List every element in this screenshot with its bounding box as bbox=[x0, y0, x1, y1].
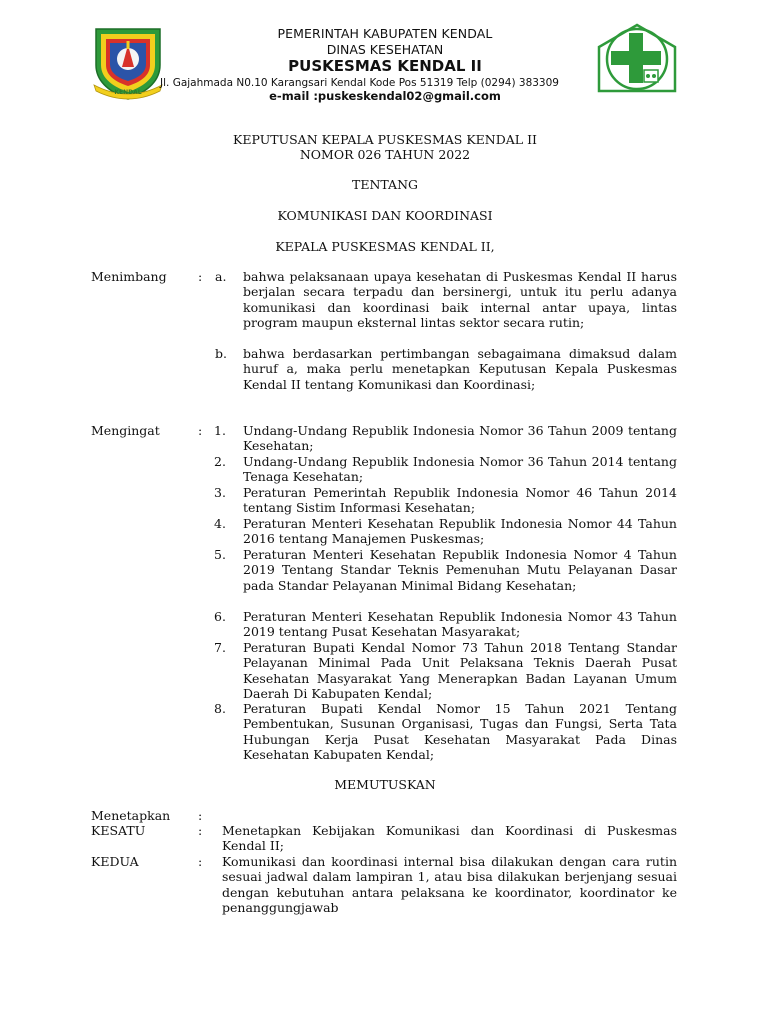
mengingat-item-2: Undang-Undang Republik Indonesia Nomor 36 Tahun 2014 tentang Tenaga Kesehatan; bbox=[243, 454, 677, 485]
mengingat-marker-5: 5. bbox=[214, 547, 226, 562]
about-heading: TENTANG bbox=[351, 177, 418, 192]
header-address: Jl. Gajahmada N0.10 Karangsari Kendal Kode Pos 51319 Telp (0294) 383309 bbox=[160, 77, 559, 89]
header-government: PEMERINTAH KABUPATEN KENDAL bbox=[277, 26, 493, 41]
mengingat-item-8: Peraturan Bupati Kendal Nomor 15 Tahun 2021 Tentang Pembentukan, Susunan Organisasi, Tugas dan Fungsi, Serta Tata Hubungan Kerja Pusat Kesehatan Masyarakat Pada Dinas Kesehatan Kabupaten Kendal; bbox=[243, 701, 677, 763]
mengingat-label: Mengingat bbox=[91, 423, 160, 438]
decree-subject: KOMUNIKASI DAN KOORDINASI bbox=[277, 208, 493, 223]
menetapkan-colon: : bbox=[198, 808, 203, 823]
kedua-colon: : bbox=[198, 854, 203, 869]
header-email: e-mail :puskeskendal02@gmail.com bbox=[269, 89, 501, 103]
mengingat-marker-1: 1. bbox=[214, 423, 226, 438]
decree-number: NOMOR 026 TAHUN 2022 bbox=[299, 147, 471, 162]
menimbang-item-a: bahwa pelaksanaan upaya kesehatan di Puskesmas Kendal II harus berjalan secara terpadu dan bersinergi, untuk itu perlu adanya komunikasi dan koordinasi baik internal antar upaya, lintas program maupun eksternal lintas sektor secara rutin; bbox=[243, 269, 677, 331]
kesatu-text: Menetapkan Kebijakan Komunikasi dan Koordinasi di Puskesmas Kendal II; bbox=[222, 823, 677, 854]
menimbang-marker-a: a. bbox=[215, 269, 227, 284]
mengingat-marker-4: 4. bbox=[214, 516, 226, 531]
decree-authority: KEPALA PUSKESMAS KENDAL II, bbox=[275, 239, 495, 254]
mengingat-item-4: Peraturan Menteri Kesehatan Republik Indonesia Nomor 44 Tahun 2016 tentang Manajemen Puskesmas; bbox=[243, 516, 677, 547]
kesatu-colon: : bbox=[198, 823, 203, 838]
logo-ribbon-text: KENDAL bbox=[114, 89, 142, 96]
menimbang-colon: : bbox=[198, 269, 203, 284]
menimbang-label: Menimbang bbox=[91, 269, 167, 284]
decree-title: KEPUTUSAN KEPALA PUSKESMAS KENDAL II bbox=[233, 132, 537, 147]
menimbang-marker-b: b. bbox=[215, 346, 227, 361]
mengingat-marker-3: 3. bbox=[214, 485, 226, 500]
header-institution: PUSKESMAS KENDAL II bbox=[288, 57, 482, 75]
mengingat-item-3: Peraturan Pemerintah Republik Indonesia Nomor 46 Tahun 2014 tentang Sistim Informasi Kesehatan; bbox=[243, 485, 677, 516]
menetapkan-label: Menetapkan bbox=[91, 808, 171, 823]
kesatu-label: KESATU bbox=[91, 823, 146, 838]
menimbang-item-b: bahwa berdasarkan pertimbangan sebagaimana dimaksud dalam huruf a, maka perlu menetapkan Keputusan Kepala Puskesmas Kendal II tentang Komunikasi dan Koordinasi; bbox=[243, 346, 677, 392]
mengingat-colon: : bbox=[198, 423, 203, 438]
mengingat-marker-8: 8. bbox=[214, 701, 226, 716]
mengingat-item-6: Peraturan Menteri Kesehatan Republik Indonesia Nomor 43 Tahun 2019 tentang Pusat Kesehatan Masyarakat; bbox=[243, 609, 677, 640]
mengingat-item-7: Peraturan Bupati Kendal Nomor 73 Tahun 2018 Tentang Standar Pelayanan Minimal Pada Unit Pelaksana Teknis Daerah Pusat Kesehatan Masyarakat Yang Menerapkan Badan Layanan Umum Daerah Di Kabupaten Kendal; bbox=[243, 640, 677, 702]
header-department: DINAS KESEHATAN bbox=[326, 42, 444, 57]
kedua-text: Komunikasi dan koordinasi internal bisa dilakukan dengan cara rutin sesuai jadwal dalam lampiran 1, atau bisa dilakukan berjenjang sesuai dengan kebutuhan antara pelaksana ke koordinator, koordinator ke penanggungjawab bbox=[222, 854, 677, 916]
mengingat-item-1: Undang-Undang Republik Indonesia Nomor 36 Tahun 2009 tentang Kesehatan; bbox=[243, 423, 677, 454]
mengingat-marker-7: 7. bbox=[214, 640, 226, 655]
mengingat-marker-6: 6. bbox=[214, 609, 226, 624]
mengingat-item-5: Peraturan Menteri Kesehatan Republik Indonesia Nomor 4 Tahun 2019 Tentang Standar Teknis Pemenuhan Mutu Pelayanan Dasar pada Standar Pelayanan Minimal Bidang Kesehatan; bbox=[243, 547, 677, 593]
kedua-label: KEDUA bbox=[91, 854, 139, 869]
mengingat-marker-2: 2. bbox=[214, 454, 226, 469]
memutuskan-heading: MEMUTUSKAN bbox=[334, 777, 436, 792]
